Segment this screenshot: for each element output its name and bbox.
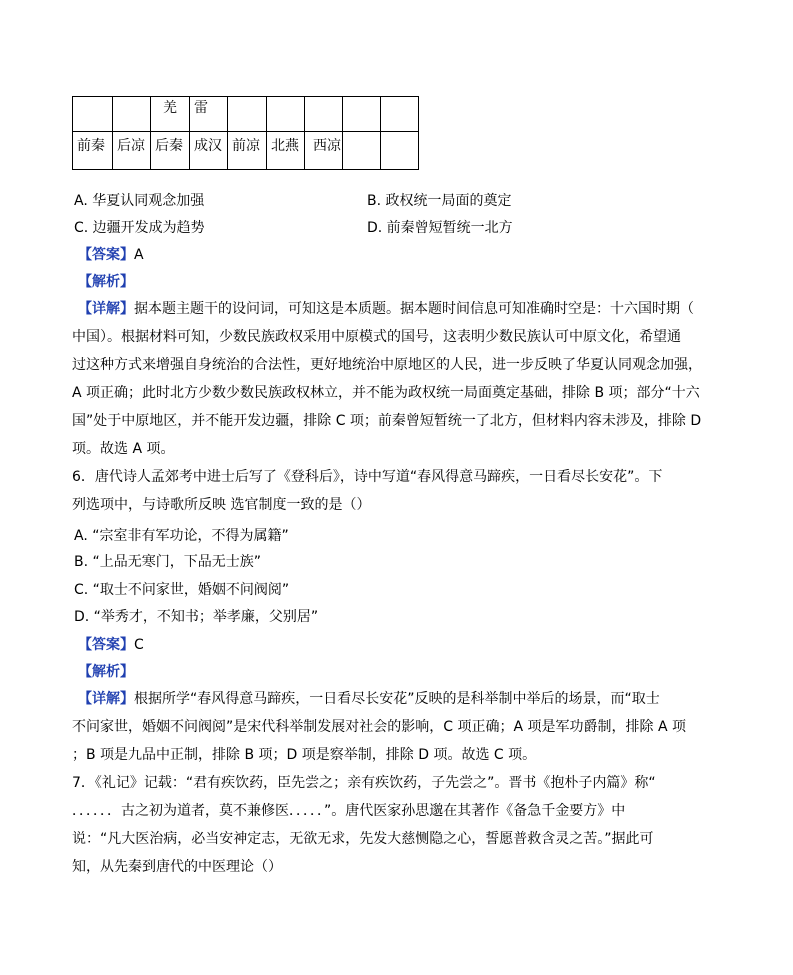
q6-option-c: C. “取士不问家世，婚姻不问阀阅” <box>74 582 290 598</box>
answer-value: C <box>134 637 144 653</box>
q5-detail <box>72 295 727 463</box>
table-cell <box>343 97 381 132</box>
table-cell: 后秦 <box>151 132 190 170</box>
q5-option-c: C. 边疆开发成为趋势 <box>74 220 205 236</box>
q6-analysis-label: 【解析】 <box>78 664 134 680</box>
table-cell <box>381 132 419 170</box>
table-cell <box>267 97 305 132</box>
q6-option-b: B. “上品无寒门，下品无士族” <box>74 554 262 570</box>
table-cell <box>113 97 151 132</box>
q5-option-a: A. 华夏认同观念加强 <box>74 193 205 209</box>
q5-analysis-label: 【解析】 <box>78 274 134 290</box>
answer-label: 【答案】 <box>78 637 134 653</box>
table-cell <box>305 97 343 132</box>
detail-line: 项。故选 A 项。 <box>72 441 175 457</box>
detail-line: 国”处于中原地区，并不能开发边疆，排除 C 项；前秦曾短暂统一了北方，但材料内容未涉及，排除 D <box>72 413 702 429</box>
detail-line: 中国）。根据材料可知，少数民族政权采用中原模式的国号，这表明少数民族认可中原文化，希望通 <box>72 329 681 345</box>
table-cell: 北燕 <box>267 132 305 170</box>
stem-line: 说：“凡大医治病，必当安神定志，无欲无求，先发大慈恻隐之心，誓愿普救含灵之苦。”据此可 <box>72 831 654 847</box>
table-cell: 后凉 <box>113 132 151 170</box>
detail-text: 据本题主题干的设问词，可知这是本质题。据本题时间信息可知准确时空是：十六国时期（ <box>134 301 694 317</box>
q5-option-d: D. 前秦曾短暂统一北方 <box>367 220 513 236</box>
table-cell <box>228 97 267 132</box>
stem-line: 列选项中，与诗歌所反映 选官制度一致的是（） <box>72 497 371 513</box>
detail-line: 过这种方式来增强自身统治的合法性，更好地统治中原地区的人民，进一步反映了华夏认同观念加强， <box>72 357 702 373</box>
q6-detail <box>72 685 727 769</box>
table-cell: 雷 <box>190 97 228 132</box>
table-cell: 羌 <box>151 97 190 132</box>
detail-line <box>72 685 727 713</box>
table-cell <box>343 132 381 170</box>
q7-stem <box>72 769 727 881</box>
q6-stem <box>72 463 727 519</box>
table-row <box>73 97 419 132</box>
detail-line: A 项正确；此时北方少数少数民族政权林立，并不能为政权统一局面奠定基础，排除 B 项；部分“十六 <box>72 385 700 401</box>
table-cell: 成汉 <box>190 132 228 170</box>
answer-label: 【答案】 <box>78 247 134 263</box>
answer-value: A <box>134 247 144 263</box>
q5-answer <box>78 245 144 265</box>
table-row <box>73 132 419 170</box>
detail-label: 【详解】 <box>78 691 134 707</box>
table-cell: 前凉 <box>228 132 267 170</box>
q5-option-b: B. 政权统一局面的奠定 <box>367 193 512 209</box>
stem-line: 知，从先秦到唐代的中医理论（） <box>72 859 282 875</box>
detail-label: 【详解】 <box>78 301 134 317</box>
q6-option-a: A. “宗室非有军功论，不得为属籍” <box>74 528 289 544</box>
q6-option-d: D. “举秀才，不知书；举孝廉，父别居” <box>74 609 319 625</box>
table-cell <box>381 97 419 132</box>
stem-line: 7．《礼记》记载：“君有疾饮药，臣先尝之；亲有疾饮药，子先尝之”。晋书《抱朴子内篇》称“ <box>72 775 656 791</box>
states-table <box>72 96 419 170</box>
stem-line: ．．．．．．古之初为道者，莫不兼修医．．．．．”。唐代医家孙思邈在其著作《备急千金要方》中 <box>72 803 626 819</box>
table-cell: 前秦 <box>73 132 113 170</box>
q6-answer <box>78 635 144 655</box>
table-cell: 西凉 <box>305 132 343 170</box>
stem-line: 6．唐代诗人孟郊考中进士后写了《登科后》，诗中写道“春风得意马蹄疾，一日看尽长安花”。下 <box>72 469 663 485</box>
detail-line: 不问家世，婚姻不问阀阅”是宋代科举制发展对社会的影响，C 项正确；A 项是军功爵制，排除 A 项 <box>72 719 686 735</box>
detail-text: 根据所学“春风得意马蹄疾，一日看尽长安花”反映的是科举制中举后的场景，而“取士 <box>134 691 660 707</box>
detail-line <box>72 295 727 323</box>
detail-line: ；B 项是九品中正制，排除 B 项；D 项是察举制，排除 D 项。故选 C 项。 <box>72 747 537 763</box>
table-cell <box>73 97 113 132</box>
